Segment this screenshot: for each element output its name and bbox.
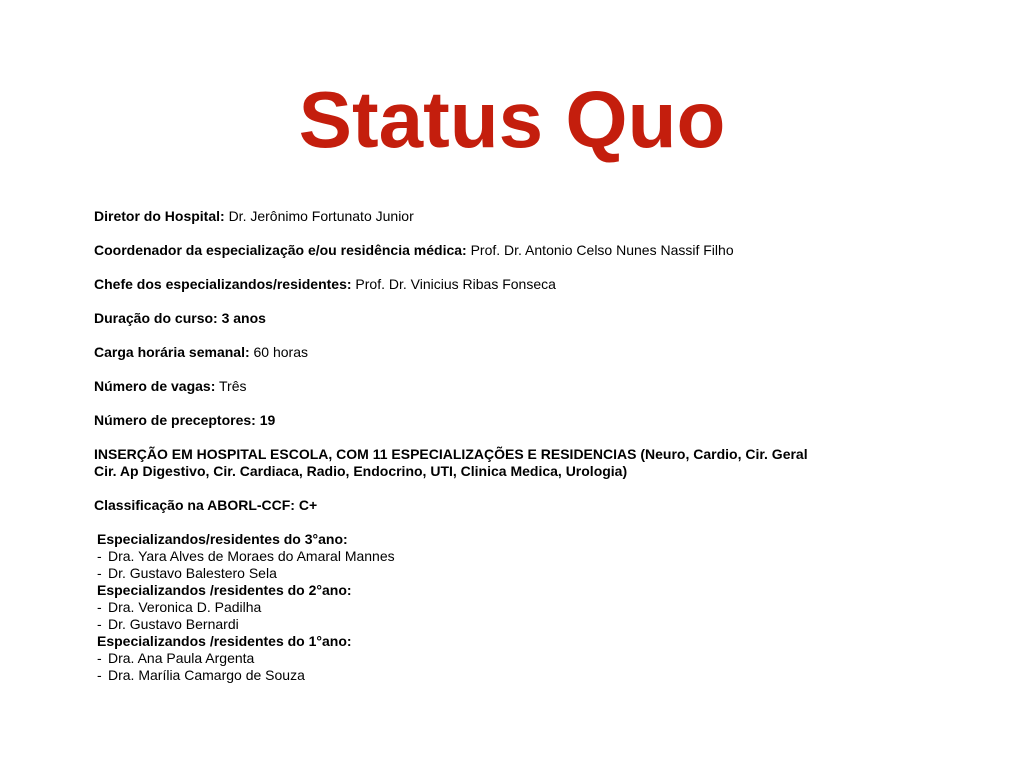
diretor-row [94, 208, 414, 225]
insercao-line-2: Cir. Ap Digestivo, Cir. Cardiaca, Radio, Endocrino, UTI, Clinica Medica, Urologia) [94, 463, 628, 479]
vagas-value: Três [219, 378, 247, 394]
chefe-label: Chefe dos especializandos/residentes: [94, 276, 352, 292]
resident-item [94, 599, 395, 616]
classificacao-row [94, 497, 317, 514]
dash-bullet: - [97, 667, 102, 683]
preceptores-label: Número de preceptores: 19 [94, 412, 276, 428]
resident-item [94, 616, 395, 633]
duracao-label: Duração do curso: 3 anos [94, 310, 266, 326]
dash-bullet: - [97, 650, 102, 666]
diretor-label: Diretor do Hospital: [94, 208, 225, 224]
vagas-row [94, 378, 247, 395]
chefe-value: Prof. Dr. Vinicius Ribas Fonseca [355, 276, 556, 292]
preceptores-row [94, 412, 275, 429]
insercao-block [94, 446, 808, 480]
resident-item [94, 548, 395, 565]
diretor-value: Dr. Jerônimo Fortunato Junior [228, 208, 414, 224]
resident-item [94, 667, 395, 684]
carga-label: Carga horária semanal: [94, 344, 250, 360]
resident-name: Dra. Veronica D. Padilha [108, 599, 262, 615]
carga-value: 60 horas [253, 344, 308, 360]
resident-name: Dra. Yara Alves de Moraes do Amaral Mannes [108, 548, 395, 564]
resident-name: Dra. Marília Camargo de Souza [108, 667, 305, 683]
coordenador-row [94, 242, 734, 259]
dash-bullet: - [97, 548, 102, 564]
resident-name: Dr. Gustavo Bernardi [108, 616, 239, 632]
classificacao-label: Classificação na ABORL-CCF: C+ [94, 497, 318, 513]
dash-bullet: - [97, 616, 102, 632]
resident-name: Dr. Gustavo Balestero Sela [108, 565, 277, 581]
dash-bullet: - [97, 599, 102, 615]
resident-item [94, 565, 395, 582]
chefe-row [94, 276, 556, 293]
residents-3-heading: Especializandos/residentes do 3°ano: [97, 531, 348, 547]
residents-1-heading: Especializandos /residentes do 1°ano: [97, 633, 352, 649]
dash-bullet: - [97, 565, 102, 581]
coordenador-value: Prof. Dr. Antonio Celso Nunes Nassif Filho [470, 242, 734, 258]
resident-name: Dra. Ana Paula Argenta [108, 650, 255, 666]
residents-2-heading: Especializandos /residentes do 2°ano: [97, 582, 352, 598]
insercao-line-1: INSERÇÃO EM HOSPITAL ESCOLA, COM 11 ESPECIALIZAÇÕES E RESIDENCIAS (Neuro, Cardio, Cir. Geral [94, 446, 808, 462]
duracao-row [94, 310, 266, 327]
resident-item [94, 650, 395, 667]
vagas-label: Número de vagas: [94, 378, 216, 394]
coordenador-label: Coordenador da especialização e/ou residência médica: [94, 242, 467, 258]
carga-row [94, 344, 308, 361]
slide-title: Status Quo [298, 75, 726, 164]
residents-list [94, 531, 395, 684]
